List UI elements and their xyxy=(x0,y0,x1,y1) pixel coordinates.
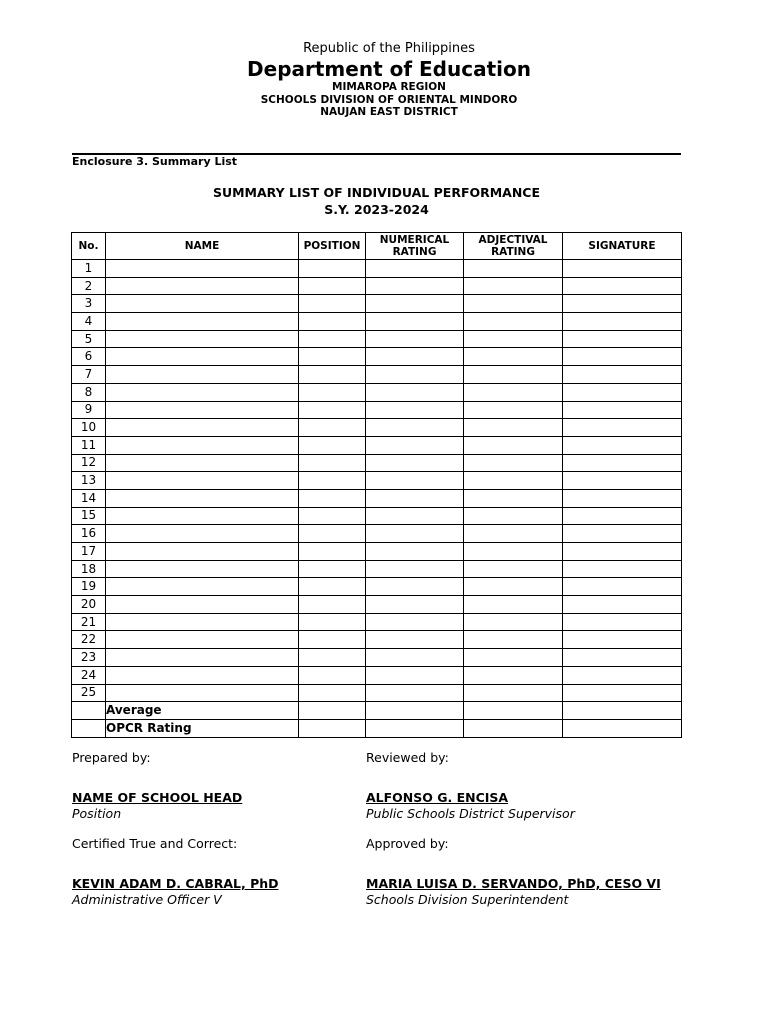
signature-cell[interactable] xyxy=(563,613,682,631)
table-row xyxy=(72,631,682,649)
row-number-cell: 13 xyxy=(72,472,106,490)
row-number-cell: 6 xyxy=(72,348,106,366)
district-text: NAUJAN EAST DISTRICT xyxy=(320,106,458,118)
position-cell[interactable] xyxy=(299,295,366,313)
position-cell[interactable] xyxy=(299,596,366,614)
row-number-cell: 7 xyxy=(72,366,106,384)
average-adjectival-cell[interactable] xyxy=(464,702,563,720)
position-cell[interactable] xyxy=(299,489,366,507)
opcr-position-cell[interactable] xyxy=(299,719,366,737)
position-cell[interactable] xyxy=(299,578,366,596)
table-row xyxy=(72,454,682,472)
header-adjectival-line-2: RATING xyxy=(491,246,535,258)
position-cell[interactable] xyxy=(299,366,366,384)
table-row xyxy=(72,277,682,295)
numerical-rating-cell[interactable] xyxy=(366,489,464,507)
header-no: No. xyxy=(72,233,106,260)
numerical-rating-cell[interactable] xyxy=(366,295,464,313)
signature-cell[interactable] xyxy=(563,366,682,384)
numerical-rating-cell[interactable] xyxy=(366,330,464,348)
header-signature: SIGNATURE xyxy=(563,233,682,260)
row-number-cell: 19 xyxy=(72,578,106,596)
certified-name: KEVIN ADAM D. CABRAL, PhD xyxy=(72,876,279,891)
adjectival-rating-cell[interactable] xyxy=(464,596,563,614)
prepared-signatory xyxy=(72,790,242,822)
reviewed-position: Public Schools District Supervisor xyxy=(366,806,575,821)
signature-cell[interactable] xyxy=(563,578,682,596)
numerical-rating-cell[interactable] xyxy=(366,260,464,278)
numerical-rating-cell[interactable] xyxy=(366,525,464,543)
name-cell[interactable] xyxy=(106,472,299,490)
signature-cell[interactable] xyxy=(563,436,682,454)
adjectival-rating-cell[interactable] xyxy=(464,666,563,684)
row-number-cell: 16 xyxy=(72,525,106,543)
name-cell[interactable] xyxy=(106,666,299,684)
position-cell[interactable] xyxy=(299,560,366,578)
row-number-cell: 11 xyxy=(72,436,106,454)
certified-label: Certified True and Correct: xyxy=(72,836,238,851)
name-cell[interactable] xyxy=(106,489,299,507)
position-cell[interactable] xyxy=(299,525,366,543)
numerical-rating-cell[interactable] xyxy=(366,366,464,384)
table-row xyxy=(72,330,682,348)
adjectival-rating-cell[interactable] xyxy=(464,454,563,472)
table-row xyxy=(72,383,682,401)
numerical-rating-cell[interactable] xyxy=(366,543,464,561)
numerical-rating-cell[interactable] xyxy=(366,419,464,437)
header-numerical-line-1: NUMERICAL xyxy=(379,234,450,246)
position-cell[interactable] xyxy=(299,472,366,490)
header-adjectival-rating xyxy=(464,233,563,260)
name-cell[interactable] xyxy=(106,525,299,543)
numerical-rating-cell[interactable] xyxy=(366,472,464,490)
name-cell[interactable] xyxy=(106,330,299,348)
certified-position: Administrative Officer V xyxy=(72,892,222,907)
average-numerical-cell[interactable] xyxy=(366,702,464,720)
numerical-rating-cell[interactable] xyxy=(366,613,464,631)
row-number-cell: 1 xyxy=(72,260,106,278)
position-cell[interactable] xyxy=(299,666,366,684)
table-row xyxy=(72,666,682,684)
row-number-cell: 3 xyxy=(72,295,106,313)
adjectival-rating-cell[interactable] xyxy=(464,472,563,490)
signature-cell[interactable] xyxy=(563,454,682,472)
numerical-rating-cell[interactable] xyxy=(366,436,464,454)
row-number-cell: 22 xyxy=(72,631,106,649)
opcr-numerical-cell[interactable] xyxy=(366,719,464,737)
row-number-cell: 23 xyxy=(72,649,106,667)
name-cell[interactable] xyxy=(106,295,299,313)
adjectival-rating-cell[interactable] xyxy=(464,366,563,384)
average-no-cell xyxy=(72,702,106,720)
approved-label: Approved by: xyxy=(366,836,449,851)
opcr-adjectival-cell[interactable] xyxy=(464,719,563,737)
adjectival-rating-cell[interactable] xyxy=(464,649,563,667)
average-signature-cell[interactable] xyxy=(563,702,682,720)
signature-cell[interactable] xyxy=(563,507,682,525)
reviewed-signatory xyxy=(366,790,575,822)
department-title: Department of Education xyxy=(247,57,531,81)
table-row xyxy=(72,348,682,366)
adjectival-rating-cell[interactable] xyxy=(464,543,563,561)
position-cell[interactable] xyxy=(299,277,366,295)
adjectival-rating-cell[interactable] xyxy=(464,507,563,525)
numerical-rating-cell[interactable] xyxy=(366,277,464,295)
signature-cell[interactable] xyxy=(563,525,682,543)
region-text: MIMAROPA REGION xyxy=(332,81,446,93)
position-cell[interactable] xyxy=(299,313,366,331)
position-cell[interactable] xyxy=(299,684,366,702)
position-cell[interactable] xyxy=(299,260,366,278)
numerical-rating-cell[interactable] xyxy=(366,578,464,596)
table-row xyxy=(72,260,682,278)
adjectival-rating-cell[interactable] xyxy=(464,348,563,366)
document-title xyxy=(72,184,681,218)
name-cell[interactable] xyxy=(106,543,299,561)
table-body xyxy=(72,260,682,738)
signature-cell[interactable] xyxy=(563,666,682,684)
signature-cell[interactable] xyxy=(563,260,682,278)
row-number-cell: 10 xyxy=(72,419,106,437)
numerical-rating-cell[interactable] xyxy=(366,631,464,649)
name-cell[interactable] xyxy=(106,507,299,525)
table-row xyxy=(72,295,682,313)
table-row xyxy=(72,366,682,384)
row-number-cell: 21 xyxy=(72,613,106,631)
signature-cell[interactable] xyxy=(563,631,682,649)
opcr-no-cell xyxy=(72,719,106,737)
adjectival-rating-cell[interactable] xyxy=(464,560,563,578)
table-row xyxy=(72,613,682,631)
numerical-rating-cell[interactable] xyxy=(366,666,464,684)
adjectival-rating-cell[interactable] xyxy=(464,313,563,331)
adjectival-rating-cell[interactable] xyxy=(464,260,563,278)
title-line-2: S.Y. 2023-2024 xyxy=(324,202,429,217)
position-cell[interactable] xyxy=(299,330,366,348)
header-name: NAME xyxy=(106,233,299,260)
position-cell[interactable] xyxy=(299,631,366,649)
row-number-cell: 25 xyxy=(72,684,106,702)
approved-name: MARIA LUISA D. SERVANDO, PhD, CESO VI xyxy=(366,876,661,891)
header-numerical-rating xyxy=(366,233,464,260)
name-cell[interactable] xyxy=(106,277,299,295)
signature-cell[interactable] xyxy=(563,684,682,702)
row-number-cell: 8 xyxy=(72,383,106,401)
title-line-1: SUMMARY LIST OF INDIVIDUAL PERFORMANCE xyxy=(212,185,541,200)
row-number-cell: 5 xyxy=(72,330,106,348)
republic-text: Republic of the Philippines xyxy=(303,41,475,56)
adjectival-rating-cell[interactable] xyxy=(464,684,563,702)
adjectival-rating-cell[interactable] xyxy=(464,295,563,313)
table-row xyxy=(72,596,682,614)
numerical-rating-cell[interactable] xyxy=(366,454,464,472)
table-row xyxy=(72,684,682,702)
signature-cell[interactable] xyxy=(563,489,682,507)
table-row xyxy=(72,525,682,543)
numerical-rating-cell[interactable] xyxy=(366,313,464,331)
numerical-rating-cell[interactable] xyxy=(366,649,464,667)
row-number-cell: 20 xyxy=(72,596,106,614)
row-number-cell: 15 xyxy=(72,507,106,525)
prepared-position: Position xyxy=(72,806,122,821)
average-row xyxy=(72,702,682,720)
summary-table xyxy=(71,232,682,738)
approved-position: Schools Division Superintendent xyxy=(366,892,569,907)
signature-cell[interactable] xyxy=(563,596,682,614)
signature-cell[interactable] xyxy=(563,543,682,561)
name-cell[interactable] xyxy=(106,401,299,419)
certified-signatory xyxy=(72,876,279,908)
document-header xyxy=(0,40,768,119)
name-cell[interactable] xyxy=(106,419,299,437)
position-cell[interactable] xyxy=(299,419,366,437)
row-number-cell: 2 xyxy=(72,277,106,295)
signature-cell[interactable] xyxy=(563,313,682,331)
name-cell[interactable] xyxy=(106,560,299,578)
division-text: SCHOOLS DIVISION OF ORIENTAL MINDORO xyxy=(260,93,518,106)
enclosure-label: Enclosure 3. Summary List xyxy=(72,155,238,168)
signature-cell[interactable] xyxy=(563,295,682,313)
position-cell[interactable] xyxy=(299,454,366,472)
position-cell[interactable] xyxy=(299,507,366,525)
signature-cell[interactable] xyxy=(563,401,682,419)
header-numerical-line-2: RATING xyxy=(392,246,437,258)
table-row xyxy=(72,436,682,454)
row-number-cell: 18 xyxy=(72,560,106,578)
signature-cell[interactable] xyxy=(563,560,682,578)
adjectival-rating-cell[interactable] xyxy=(464,277,563,295)
position-cell[interactable] xyxy=(299,613,366,631)
approved-signatory xyxy=(366,876,661,908)
average-label: Average xyxy=(106,702,299,720)
adjectival-rating-cell[interactable] xyxy=(464,631,563,649)
signature-cell[interactable] xyxy=(563,348,682,366)
header-adjectival-line-1: ADJECTIVAL xyxy=(478,234,548,246)
name-cell[interactable] xyxy=(106,631,299,649)
row-number-cell: 24 xyxy=(72,666,106,684)
position-cell[interactable] xyxy=(299,543,366,561)
row-number-cell: 12 xyxy=(72,454,106,472)
name-cell[interactable] xyxy=(106,578,299,596)
position-cell[interactable] xyxy=(299,436,366,454)
reviewed-name: ALFONSO G. ENCISA xyxy=(366,790,509,805)
table-row xyxy=(72,649,682,667)
table-row xyxy=(72,489,682,507)
numerical-rating-cell[interactable] xyxy=(366,684,464,702)
name-cell[interactable] xyxy=(106,684,299,702)
opcr-row xyxy=(72,719,682,737)
reviewed-label: Reviewed by: xyxy=(366,750,449,765)
numerical-rating-cell[interactable] xyxy=(366,596,464,614)
table-header-row xyxy=(72,233,682,260)
adjectival-rating-cell[interactable] xyxy=(464,489,563,507)
position-cell[interactable] xyxy=(299,348,366,366)
name-cell[interactable] xyxy=(106,649,299,667)
adjectival-rating-cell[interactable] xyxy=(464,330,563,348)
signature-cell[interactable] xyxy=(563,330,682,348)
adjectival-rating-cell[interactable] xyxy=(464,419,563,437)
name-cell[interactable] xyxy=(106,313,299,331)
adjectival-rating-cell[interactable] xyxy=(464,383,563,401)
adjectival-rating-cell[interactable] xyxy=(464,401,563,419)
signature-cell[interactable] xyxy=(563,649,682,667)
table-row xyxy=(72,401,682,419)
signature-cell[interactable] xyxy=(563,383,682,401)
name-cell[interactable] xyxy=(106,348,299,366)
position-cell[interactable] xyxy=(299,649,366,667)
numerical-rating-cell[interactable] xyxy=(366,348,464,366)
signature-cell[interactable] xyxy=(563,472,682,490)
table-row xyxy=(72,419,682,437)
numerical-rating-cell[interactable] xyxy=(366,401,464,419)
numerical-rating-cell[interactable] xyxy=(366,560,464,578)
adjectival-rating-cell[interactable] xyxy=(464,613,563,631)
adjectival-rating-cell[interactable] xyxy=(464,578,563,596)
name-cell[interactable] xyxy=(106,454,299,472)
opcr-signature-cell[interactable] xyxy=(563,719,682,737)
adjectival-rating-cell[interactable] xyxy=(464,436,563,454)
table-row xyxy=(72,472,682,490)
prepared-label: Prepared by: xyxy=(72,750,151,765)
name-cell[interactable] xyxy=(106,366,299,384)
adjectival-rating-cell[interactable] xyxy=(464,525,563,543)
header-position: POSITION xyxy=(299,233,366,260)
table-row xyxy=(72,313,682,331)
name-cell[interactable] xyxy=(106,596,299,614)
position-cell[interactable] xyxy=(299,383,366,401)
name-cell[interactable] xyxy=(106,613,299,631)
name-cell[interactable] xyxy=(106,383,299,401)
opcr-label: OPCR Rating xyxy=(106,719,299,737)
numerical-rating-cell[interactable] xyxy=(366,507,464,525)
numerical-rating-cell[interactable] xyxy=(366,383,464,401)
row-number-cell: 14 xyxy=(72,489,106,507)
table-row xyxy=(72,560,682,578)
row-number-cell: 4 xyxy=(72,313,106,331)
name-cell[interactable] xyxy=(106,436,299,454)
table-row xyxy=(72,507,682,525)
signature-cell[interactable] xyxy=(563,277,682,295)
row-number-cell: 17 xyxy=(72,543,106,561)
average-position-cell[interactable] xyxy=(299,702,366,720)
signature-cell[interactable] xyxy=(563,419,682,437)
table-row xyxy=(72,578,682,596)
position-cell[interactable] xyxy=(299,401,366,419)
name-cell[interactable] xyxy=(106,260,299,278)
table-row xyxy=(72,543,682,561)
row-number-cell: 9 xyxy=(72,401,106,419)
prepared-name: NAME OF SCHOOL HEAD xyxy=(72,790,243,805)
